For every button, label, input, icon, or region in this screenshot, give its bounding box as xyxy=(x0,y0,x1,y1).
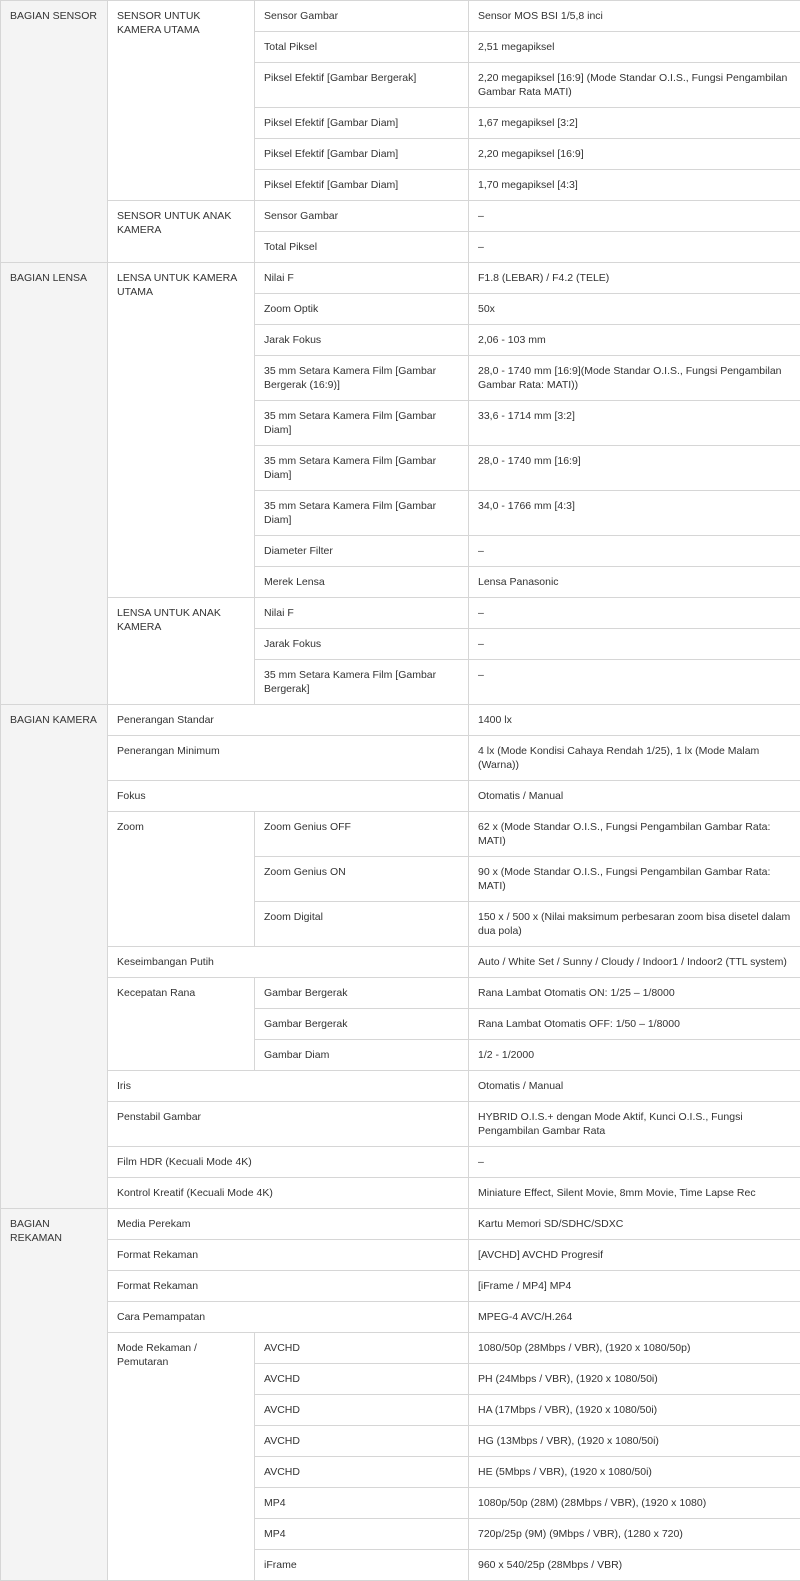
spec-name: Kontrol Kreatif (Kecuali Mode 4K) xyxy=(108,1178,469,1209)
spec-name: AVCHD xyxy=(255,1395,469,1426)
spec-name: iFrame xyxy=(255,1550,469,1581)
table-row xyxy=(1,1,800,32)
spec-value: 2,20 megapiksel [16:9] xyxy=(469,139,800,170)
spec-name: Iris xyxy=(108,1071,469,1102)
spec-value: Miniature Effect, Silent Movie, 8mm Movie, Time Lapse Rec xyxy=(469,1178,800,1209)
spec-name: AVCHD xyxy=(255,1457,469,1488)
table-row xyxy=(1,736,800,781)
spec-name: Zoom Genius ON xyxy=(255,857,469,902)
spec-value: PH (24Mbps / VBR), (1920 x 1080/50i) xyxy=(469,1364,800,1395)
table-row xyxy=(1,1240,800,1271)
table-row xyxy=(1,705,800,736)
group-label: SENSOR UNTUK ANAK KAMERA xyxy=(108,201,255,263)
spec-value: Kartu Memori SD/SDHC/SDXC xyxy=(469,1209,800,1240)
spec-value: 2,20 megapiksel [16:9] (Mode Standar O.I.S., Fungsi Pengambilan Gambar Rata MATI) xyxy=(469,63,800,108)
spec-value: 2,51 megapiksel xyxy=(469,32,800,63)
spec-value: 4 lx (Mode Kondisi Cahaya Rendah 1/25), 1 lx (Mode Malam (Warna)) xyxy=(469,736,800,781)
section-label: BAGIAN LENSA xyxy=(1,263,108,705)
spec-value: [iFrame / MP4] MP4 xyxy=(469,1271,800,1302)
spec-name: Gambar Bergerak xyxy=(255,1009,469,1040)
table-row xyxy=(1,1178,800,1209)
table-row xyxy=(1,1271,800,1302)
spec-value: 2,06 - 103 mm xyxy=(469,325,800,356)
spec-value: 720p/25p (9M) (9Mbps / VBR), (1280 x 720) xyxy=(469,1519,800,1550)
spec-name: Piksel Efektif [Gambar Diam] xyxy=(255,170,469,201)
spec-value: 28,0 - 1740 mm [16:9] xyxy=(469,446,800,491)
table-row xyxy=(1,1209,800,1240)
spec-name: Gambar Bergerak xyxy=(255,978,469,1009)
spec-value: Lensa Panasonic xyxy=(469,567,800,598)
spec-name: MP4 xyxy=(255,1519,469,1550)
spec-value: 28,0 - 1740 mm [16:9](Mode Standar O.I.S., Fungsi Pengambilan Gambar Rata: MATI)) xyxy=(469,356,800,401)
spec-value: HE (5Mbps / VBR), (1920 x 1080/50i) xyxy=(469,1457,800,1488)
spec-name: Jarak Fokus xyxy=(255,325,469,356)
spec-name: AVCHD xyxy=(255,1364,469,1395)
section-label: BAGIAN REKAMAN xyxy=(1,1209,108,1581)
spec-name: Sensor Gambar xyxy=(255,1,469,32)
spec-value: Auto / White Set / Sunny / Cloudy / Indoor1 / Indoor2 (TTL system) xyxy=(469,947,800,978)
spec-value: 50x xyxy=(469,294,800,325)
spec-value: Otomatis / Manual xyxy=(469,1071,800,1102)
spec-value: – xyxy=(469,660,800,705)
section-label: BAGIAN KAMERA xyxy=(1,705,108,1209)
spec-name: Merek Lensa xyxy=(255,567,469,598)
spec-name: 35 mm Setara Kamera Film [Gambar Diam] xyxy=(255,401,469,446)
spec-value: [AVCHD] AVCHD Progresif xyxy=(469,1240,800,1271)
table-row xyxy=(1,947,800,978)
table-row xyxy=(1,1302,800,1333)
spec-value: HYBRID O.I.S.+ dengan Mode Aktif, Kunci O.I.S., Fungsi Pengambilan Gambar Rata xyxy=(469,1102,800,1147)
group-label: SENSOR UNTUK KAMERA UTAMA xyxy=(108,1,255,201)
group-label: LENSA UNTUK KAMERA UTAMA xyxy=(108,263,255,598)
table-row xyxy=(1,201,800,232)
spec-value: 1080p/50p (28M) (28Mbps / VBR), (1920 x 1080) xyxy=(469,1488,800,1519)
table-row xyxy=(1,263,800,294)
spec-name: Cara Pemampatan xyxy=(108,1302,469,1333)
table-row xyxy=(1,781,800,812)
group-label: Kecepatan Rana xyxy=(108,978,255,1071)
table-row xyxy=(1,812,800,857)
spec-name: AVCHD xyxy=(255,1333,469,1364)
group-label: Zoom xyxy=(108,812,255,947)
spec-name: Nilai F xyxy=(255,263,469,294)
spec-name: Format Rekaman xyxy=(108,1240,469,1271)
group-label: LENSA UNTUK ANAK KAMERA xyxy=(108,598,255,705)
spec-value: – xyxy=(469,201,800,232)
spec-name: Diameter Filter xyxy=(255,536,469,567)
table-row xyxy=(1,598,800,629)
spec-value: 960 x 540/25p (28Mbps / VBR) xyxy=(469,1550,800,1581)
spec-name: MP4 xyxy=(255,1488,469,1519)
spec-value: 1/2 - 1/2000 xyxy=(469,1040,800,1071)
spec-name: 35 mm Setara Kamera Film [Gambar Diam] xyxy=(255,446,469,491)
table-row xyxy=(1,1071,800,1102)
spec-value: Rana Lambat Otomatis ON: 1/25 – 1/8000 xyxy=(469,978,800,1009)
spec-name: Zoom Digital xyxy=(255,902,469,947)
spec-name: Zoom Genius OFF xyxy=(255,812,469,857)
spec-name: Penerangan Minimum xyxy=(108,736,469,781)
spec-value: 1080/50p (28Mbps / VBR), (1920 x 1080/50p) xyxy=(469,1333,800,1364)
table-row xyxy=(1,978,800,1009)
spec-name: Media Perekam xyxy=(108,1209,469,1240)
table-row xyxy=(1,1333,800,1364)
spec-value: MPEG-4 AVC/H.264 xyxy=(469,1302,800,1333)
spec-value: – xyxy=(469,232,800,263)
spec-name: Penerangan Standar xyxy=(108,705,469,736)
spec-name: Jarak Fokus xyxy=(255,629,469,660)
spec-value: 62 x (Mode Standar O.I.S., Fungsi Pengambilan Gambar Rata: MATI) xyxy=(469,812,800,857)
table-row xyxy=(1,1147,800,1178)
spec-value: 34,0 - 1766 mm [4:3] xyxy=(469,491,800,536)
spec-name: AVCHD xyxy=(255,1426,469,1457)
spec-name: Film HDR (Kecuali Mode 4K) xyxy=(108,1147,469,1178)
spec-name: Total Piksel xyxy=(255,32,469,63)
spec-name: Keseimbangan Putih xyxy=(108,947,469,978)
table-row xyxy=(1,1102,800,1147)
spec-value: – xyxy=(469,1147,800,1178)
spec-name: Format Rekaman xyxy=(108,1271,469,1302)
spec-value: 150 x / 500 x (Nilai maksimum perbesaran zoom bisa disetel dalam dua pola) xyxy=(469,902,800,947)
spec-name: Penstabil Gambar xyxy=(108,1102,469,1147)
spec-name: Piksel Efektif [Gambar Diam] xyxy=(255,139,469,170)
spec-name: Piksel Efektif [Gambar Diam] xyxy=(255,108,469,139)
spec-name: 35 mm Setara Kamera Film [Gambar Bergerak (16:9)] xyxy=(255,356,469,401)
spec-value: HG (13Mbps / VBR), (1920 x 1080/50i) xyxy=(469,1426,800,1457)
spec-value: – xyxy=(469,536,800,567)
spec-value: 33,6 - 1714 mm [3:2] xyxy=(469,401,800,446)
spec-value: – xyxy=(469,598,800,629)
spec-name: Fokus xyxy=(108,781,469,812)
spec-value: Rana Lambat Otomatis OFF: 1/50 – 1/8000 xyxy=(469,1009,800,1040)
spec-value: F1.8 (LEBAR) / F4.2 (TELE) xyxy=(469,263,800,294)
spec-value: Otomatis / Manual xyxy=(469,781,800,812)
spec-value: 1,70 megapiksel [4:3] xyxy=(469,170,800,201)
spec-name: Zoom Optik xyxy=(255,294,469,325)
group-label: Mode Rekaman / Pemutaran xyxy=(108,1333,255,1581)
spec-value: Sensor MOS BSI 1/5,8 inci xyxy=(469,1,800,32)
spec-name: 35 mm Setara Kamera Film [Gambar Bergerak] xyxy=(255,660,469,705)
spec-name: Sensor Gambar xyxy=(255,201,469,232)
spec-name: Nilai F xyxy=(255,598,469,629)
spec-name: Total Piksel xyxy=(255,232,469,263)
spec-name: 35 mm Setara Kamera Film [Gambar Diam] xyxy=(255,491,469,536)
spec-name: Piksel Efektif [Gambar Bergerak] xyxy=(255,63,469,108)
spec-value: 90 x (Mode Standar O.I.S., Fungsi Pengambilan Gambar Rata: MATI) xyxy=(469,857,800,902)
spec-value: 1400 lx xyxy=(469,705,800,736)
spec-value: HA (17Mbps / VBR), (1920 x 1080/50i) xyxy=(469,1395,800,1426)
spec-name: Gambar Diam xyxy=(255,1040,469,1071)
spec-value: 1,67 megapiksel [3:2] xyxy=(469,108,800,139)
section-label: BAGIAN SENSOR xyxy=(1,1,108,263)
spec-value: – xyxy=(469,629,800,660)
